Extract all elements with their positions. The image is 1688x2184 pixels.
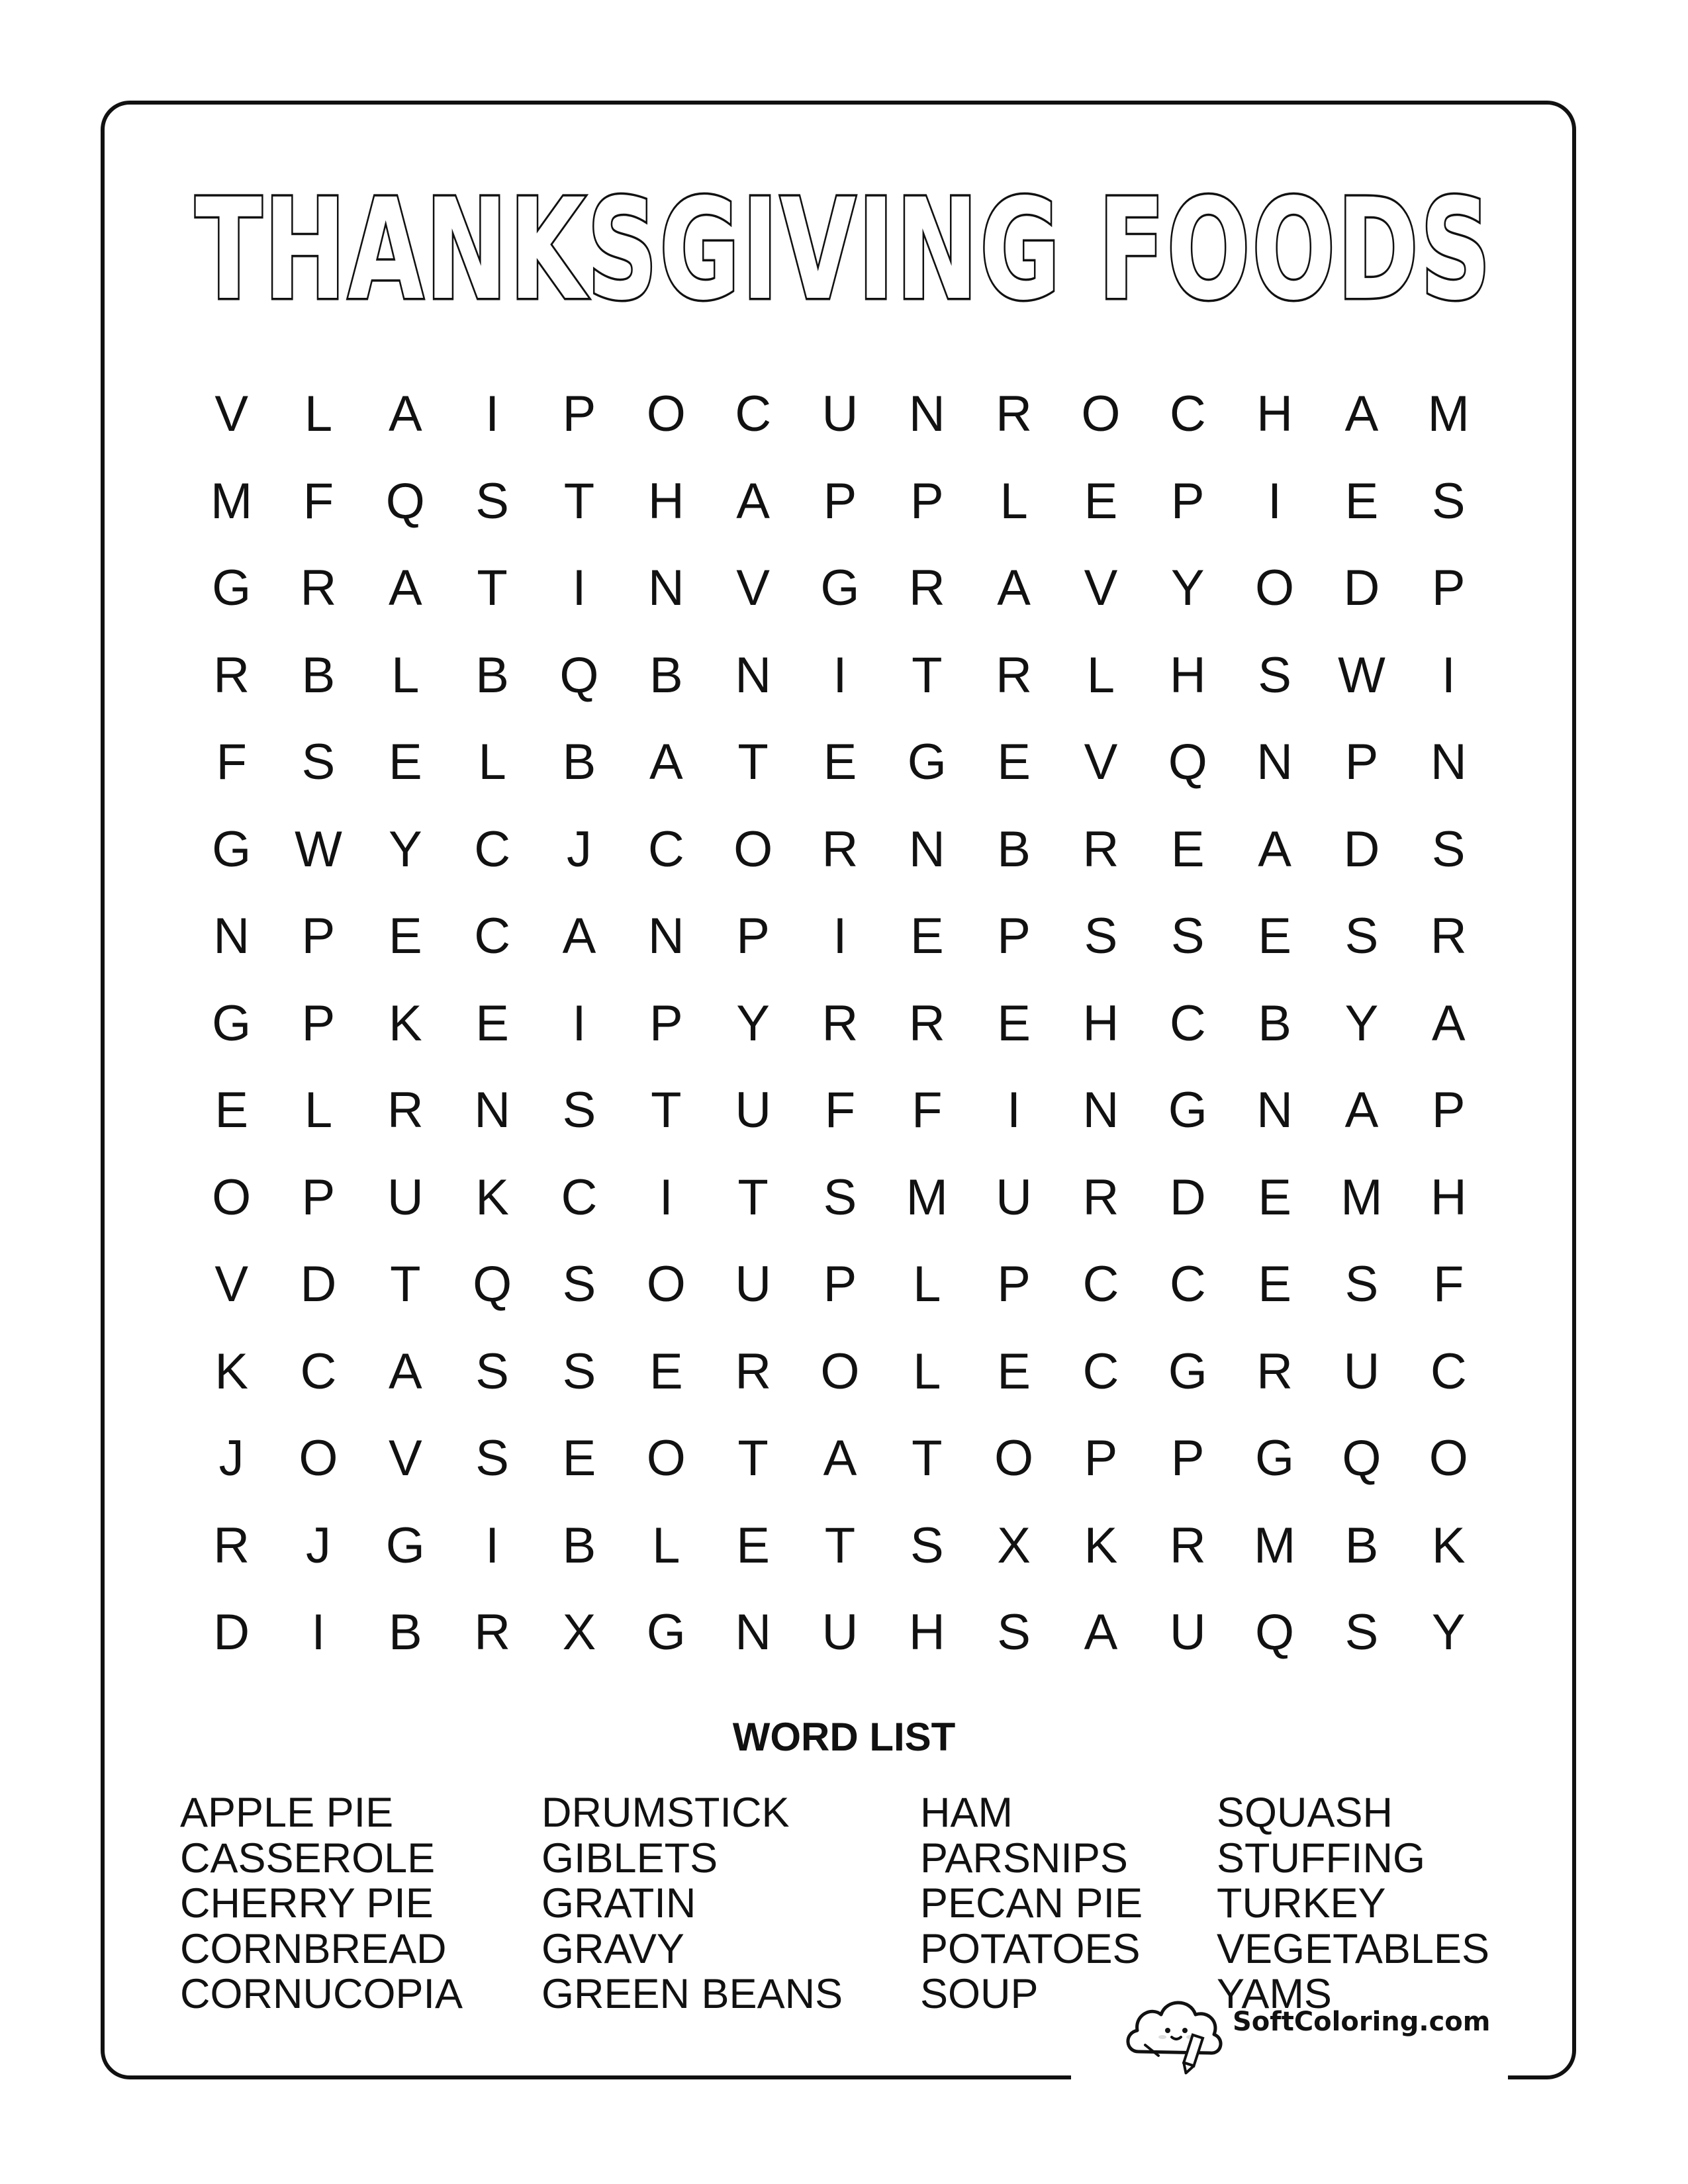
grid-letter: P: [1170, 473, 1205, 529]
grid-letter: L: [1000, 473, 1028, 529]
grid-letter: Q: [1255, 1604, 1295, 1661]
grid-letter: S: [997, 1604, 1031, 1661]
grid-letter: I: [1007, 1082, 1021, 1139]
grid-letter: L: [478, 734, 506, 791]
page-title: [0, 132, 1688, 357]
grid-letter: X: [562, 1604, 596, 1661]
grid-letter: J: [218, 1430, 244, 1487]
grid-letter: E: [214, 1082, 249, 1139]
grid-letter: F: [912, 1082, 943, 1139]
grid-letter: U: [1343, 1343, 1380, 1400]
grid-letter: R: [474, 1604, 511, 1661]
grid-letter: P: [301, 1169, 336, 1226]
grid-letter: T: [390, 1256, 421, 1313]
grid-letter: Q: [559, 647, 599, 704]
grid-letter: P: [910, 473, 944, 529]
grid-letter: Q: [385, 473, 425, 529]
grid-letter: C: [474, 908, 511, 965]
grid-letter: M: [906, 1169, 948, 1226]
grid-letter: H: [1169, 647, 1206, 704]
grid-letter: C: [1169, 995, 1206, 1052]
grid-letter: C: [1082, 1343, 1119, 1400]
grid-letter: T: [477, 560, 508, 617]
grid-letter: A: [388, 560, 422, 617]
grid-letter: P: [649, 995, 683, 1052]
grid-letter: R: [735, 1343, 772, 1400]
grid-letter: P: [1084, 1430, 1118, 1487]
grid-letter: S: [910, 1517, 944, 1574]
grid-letter: U: [1169, 1604, 1206, 1661]
grid-letter: O: [1255, 560, 1295, 617]
grid-letter: O: [994, 1430, 1034, 1487]
grid-letter: P: [301, 995, 336, 1052]
grid-letter: G: [212, 821, 252, 878]
grid-letter: O: [646, 1256, 686, 1313]
grid-letter: B: [388, 1604, 422, 1661]
grid-letter: O: [820, 1343, 860, 1400]
grid-letter: E: [1258, 1256, 1291, 1313]
grid-letter: D: [213, 1604, 250, 1661]
grid-letter: H: [1082, 995, 1119, 1052]
grid-letter: V: [214, 386, 249, 443]
grid-letter: J: [566, 821, 592, 878]
grid-letter: S: [475, 473, 509, 529]
grid-letter: W: [1338, 647, 1385, 704]
grid-letter: B: [997, 821, 1031, 878]
grid-letter: R: [1430, 908, 1467, 965]
grid-letter: Y: [1344, 995, 1379, 1052]
grid-letter: H: [908, 1604, 945, 1661]
grid-letter: R: [821, 821, 859, 878]
grid-letter: S: [823, 1169, 857, 1226]
grid-letter: E: [823, 734, 857, 791]
title-text: THANKSGIVING FOODS: [195, 169, 1493, 331]
grid-letter: E: [1258, 908, 1291, 965]
grid-letter: L: [304, 1082, 333, 1139]
grid-letter: D: [1343, 821, 1380, 878]
grid-letter: U: [821, 386, 859, 443]
grid-letter: A: [1344, 386, 1379, 443]
grid-letter: K: [1431, 1517, 1466, 1574]
grid-letter: G: [1168, 1343, 1207, 1400]
logo-text: SoftColoring.com: [1233, 2007, 1491, 2037]
grid-letter: G: [385, 1517, 425, 1574]
grid-letter: S: [1344, 908, 1379, 965]
grid-letter: V: [214, 1256, 249, 1313]
word-list-column-1: [180, 1790, 463, 2017]
grid-letter: P: [301, 908, 336, 965]
grid-letter: L: [391, 647, 420, 704]
word-list-item: SOUP: [920, 1971, 1039, 2017]
grid-letter: N: [1256, 1082, 1293, 1139]
grid-letter: L: [913, 1343, 941, 1400]
grid-letter: C: [1430, 1343, 1467, 1400]
grid-letter: N: [213, 908, 250, 965]
word-list-item: GRAVY: [541, 1925, 684, 1972]
grid-letter: P: [562, 386, 596, 443]
grid-letter: D: [1343, 560, 1380, 617]
grid-letter: R: [908, 560, 945, 617]
word-list-item: TURKEY: [1217, 1880, 1386, 1927]
grid-letter: Q: [1342, 1430, 1382, 1487]
grid-letter: I: [485, 386, 500, 443]
grid-letter: R: [996, 386, 1033, 443]
grid-letter: A: [1084, 1604, 1118, 1661]
grid-letter: I: [1268, 473, 1282, 529]
grid-letter: I: [572, 560, 586, 617]
grid-letter: E: [388, 908, 422, 965]
grid-letter: I: [485, 1517, 500, 1574]
grid-letter: C: [1169, 1256, 1206, 1313]
word-list-item: POTATOES: [920, 1925, 1141, 1972]
word-list-item: CHERRY PIE: [180, 1880, 434, 1927]
grid-letter: B: [649, 647, 683, 704]
grid-letter: O: [299, 1430, 338, 1487]
grid-letter: R: [908, 995, 945, 1052]
grid-letter: P: [736, 908, 770, 965]
grid-letter: Q: [473, 1256, 512, 1313]
word-list-item: VEGETABLES: [1217, 1925, 1489, 1972]
grid-letter: P: [1170, 1430, 1205, 1487]
word-list-item: HAM: [920, 1790, 1013, 1836]
grid-letter: L: [913, 1256, 941, 1313]
grid-letter: F: [824, 1082, 856, 1139]
word-list-item: DRUMSTICK: [541, 1790, 790, 1836]
word-list-column-3: [920, 1790, 1143, 2017]
grid-letter: B: [1344, 1517, 1379, 1574]
grid-letter: S: [1344, 1604, 1379, 1661]
grid-letter: W: [295, 821, 342, 878]
word-list-item: GREEN BEANS: [541, 1971, 843, 2017]
grid-letter: C: [1169, 386, 1206, 443]
grid-letter: O: [646, 1430, 686, 1487]
grid-letter: R: [996, 647, 1033, 704]
grid-letter: C: [647, 821, 684, 878]
word-list-item: YAMS: [1217, 1971, 1332, 2017]
grid-letter: R: [300, 560, 337, 617]
grid-letter: E: [1344, 473, 1379, 529]
grid-letter: N: [735, 647, 772, 704]
grid-letter: C: [474, 821, 511, 878]
word-list-item: CORNBREAD: [180, 1925, 447, 1972]
grid-letter: Y: [1170, 560, 1205, 617]
grid-letter: E: [997, 734, 1031, 791]
grid-letter: R: [1082, 821, 1119, 878]
grid-letter: N: [1256, 734, 1293, 791]
grid-letter: L: [1086, 647, 1115, 704]
grid-letter: U: [387, 1169, 424, 1226]
grid-letter: U: [735, 1082, 772, 1139]
grid-letter: B: [562, 734, 596, 791]
grid-letter: I: [833, 647, 847, 704]
grid-letter: S: [562, 1082, 596, 1139]
grid-letter: E: [1084, 473, 1118, 529]
grid-letter: I: [311, 1604, 326, 1661]
grid-letter: K: [475, 1169, 509, 1226]
grid-letter: N: [735, 1604, 772, 1661]
grid-letter: R: [1082, 1169, 1119, 1226]
word-list-item: PARSNIPS: [920, 1835, 1128, 1882]
grid-letter: J: [305, 1517, 331, 1574]
grid-letter: R: [213, 647, 250, 704]
grid-letter: T: [824, 1517, 856, 1574]
grid-letter: U: [735, 1256, 772, 1313]
grid-letter: G: [646, 1604, 686, 1661]
word-list-item: CORNUCOPIA: [180, 1971, 463, 2017]
grid-letter: S: [1258, 647, 1291, 704]
grid-letter: Y: [388, 821, 422, 878]
grid-letter: S: [1431, 473, 1466, 529]
grid-letter: M: [211, 473, 253, 529]
grid-letter: S: [1084, 908, 1118, 965]
grid-letter: B: [301, 647, 336, 704]
word-list-item: STUFFING: [1217, 1835, 1425, 1882]
grid-letter: F: [216, 734, 247, 791]
grid-letter: H: [1256, 386, 1293, 443]
grid-letter: S: [1431, 821, 1466, 878]
grid-letter: V: [1084, 734, 1118, 791]
grid-letter: P: [823, 473, 857, 529]
grid-letter: M: [1340, 1169, 1383, 1226]
grid-letter: C: [561, 1169, 598, 1226]
word-list-heading: WORD LIST: [732, 1715, 956, 1759]
grid-letter: N: [647, 908, 684, 965]
grid-letter: A: [1431, 995, 1466, 1052]
grid-letter: E: [1170, 821, 1205, 878]
grid-letter: N: [1082, 1082, 1119, 1139]
grid-letter: R: [821, 995, 859, 1052]
grid-letter: V: [388, 1430, 422, 1487]
grid-letter: H: [647, 473, 684, 529]
grid-letter: A: [562, 908, 596, 965]
grid-letter: S: [475, 1343, 509, 1400]
grid-letter: E: [910, 908, 944, 965]
grid-letter: S: [1170, 908, 1205, 965]
word-list-item: SQUASH: [1217, 1790, 1393, 1836]
grid-letter: S: [1344, 1256, 1379, 1313]
grid-letter: A: [649, 734, 683, 791]
grid-letter: A: [388, 1343, 422, 1400]
grid-letter: T: [912, 647, 943, 704]
grid-letter: C: [300, 1343, 337, 1400]
grid-letter: Q: [1168, 734, 1207, 791]
grid-letter: R: [1256, 1343, 1293, 1400]
grid-letter: A: [1258, 821, 1291, 878]
grid-letter: T: [737, 1169, 769, 1226]
grid-letter: G: [212, 560, 252, 617]
grid-letter: R: [213, 1517, 250, 1574]
grid-letter: G: [212, 995, 252, 1052]
grid-letter: G: [1168, 1082, 1207, 1139]
grid-letter: P: [1344, 734, 1379, 791]
grid-letter: T: [912, 1430, 943, 1487]
grid-letter: E: [562, 1430, 596, 1487]
grid-letter: N: [1430, 734, 1467, 791]
grid-letter: R: [387, 1082, 424, 1139]
grid-letter: E: [649, 1343, 683, 1400]
grid-letter: A: [997, 560, 1031, 617]
grid-letter: I: [659, 1169, 673, 1226]
word-list-item: PECAN PIE: [920, 1880, 1143, 1927]
grid-letter: P: [1431, 1082, 1466, 1139]
grid-letter: B: [562, 1517, 596, 1574]
grid-letter: O: [733, 821, 773, 878]
grid-letter: A: [823, 1430, 857, 1487]
grid-letter: X: [997, 1517, 1031, 1574]
grid-letter: K: [214, 1343, 249, 1400]
grid-letter: E: [475, 995, 509, 1052]
word-list-item: CASSEROLE: [180, 1835, 436, 1882]
grid-letter: M: [1427, 386, 1470, 443]
grid-letter: E: [1258, 1169, 1291, 1226]
word-list-item: APPLE PIE: [180, 1790, 394, 1836]
word-search-grid: [188, 371, 1492, 1676]
grid-letter: I: [833, 908, 847, 965]
word-list-column-2: [541, 1790, 843, 2017]
grid-letter: I: [572, 995, 586, 1052]
grid-letter: M: [1253, 1517, 1296, 1574]
grid-letter: N: [908, 386, 945, 443]
grid-letter: L: [652, 1517, 680, 1574]
grid-letter: U: [821, 1604, 859, 1661]
grid-letter: F: [1433, 1256, 1464, 1313]
grid-letter: S: [301, 734, 336, 791]
grid-letter: H: [1430, 1169, 1467, 1226]
grid-letter: O: [646, 386, 686, 443]
grid-letter: G: [1255, 1430, 1295, 1487]
grid-letter: E: [997, 1343, 1031, 1400]
grid-letter: P: [1431, 560, 1466, 617]
grid-letter: N: [474, 1082, 511, 1139]
word-list-item: GRATIN: [541, 1880, 696, 1927]
grid-letter: B: [1258, 995, 1291, 1052]
grid-letter: V: [1084, 560, 1118, 617]
site-logo: [1119, 1972, 1489, 2078]
grid-letter: L: [304, 386, 333, 443]
grid-letter: A: [1344, 1082, 1379, 1139]
grid-letter: A: [736, 473, 770, 529]
grid-letter: R: [1169, 1517, 1206, 1574]
grid-letter: A: [388, 386, 422, 443]
grid-letter: K: [388, 995, 422, 1052]
grid-letter: B: [475, 647, 509, 704]
grid-letter: G: [907, 734, 947, 791]
grid-letter: D: [300, 1256, 337, 1313]
grid-letter: Y: [1431, 1604, 1466, 1661]
grid-letter: O: [212, 1169, 252, 1226]
grid-letter: P: [997, 908, 1031, 965]
grid-letter: C: [1082, 1256, 1119, 1313]
grid-letter: C: [735, 386, 772, 443]
cloud-pencil-mascot-icon: [1119, 1972, 1231, 2078]
grid-letter: Y: [736, 995, 770, 1052]
grid-letter: N: [647, 560, 684, 617]
grid-letter: E: [388, 734, 422, 791]
grid-letter: E: [997, 995, 1031, 1052]
grid-letter: T: [563, 473, 595, 529]
word-list-item: GIBLETS: [541, 1835, 718, 1882]
grid-letter: S: [562, 1256, 596, 1313]
grid-letter: G: [820, 560, 860, 617]
grid-letter: T: [651, 1082, 682, 1139]
grid-letter: S: [475, 1430, 509, 1487]
grid-letter: D: [1169, 1169, 1206, 1226]
grid-letter: P: [823, 1256, 857, 1313]
grid-letter: U: [996, 1169, 1033, 1226]
grid-letter: I: [1441, 647, 1456, 704]
grid-letter: F: [303, 473, 334, 529]
grid-letter: T: [737, 734, 769, 791]
grid-letter: O: [1429, 1430, 1468, 1487]
grid-letter: N: [908, 821, 945, 878]
grid-letter: S: [562, 1343, 596, 1400]
grid-letter: T: [737, 1430, 769, 1487]
grid-letter: V: [736, 560, 770, 617]
grid-letter: E: [736, 1517, 770, 1574]
grid-letter: P: [997, 1256, 1031, 1313]
grid-letter: O: [1081, 386, 1121, 443]
grid-letter: K: [1084, 1517, 1118, 1574]
